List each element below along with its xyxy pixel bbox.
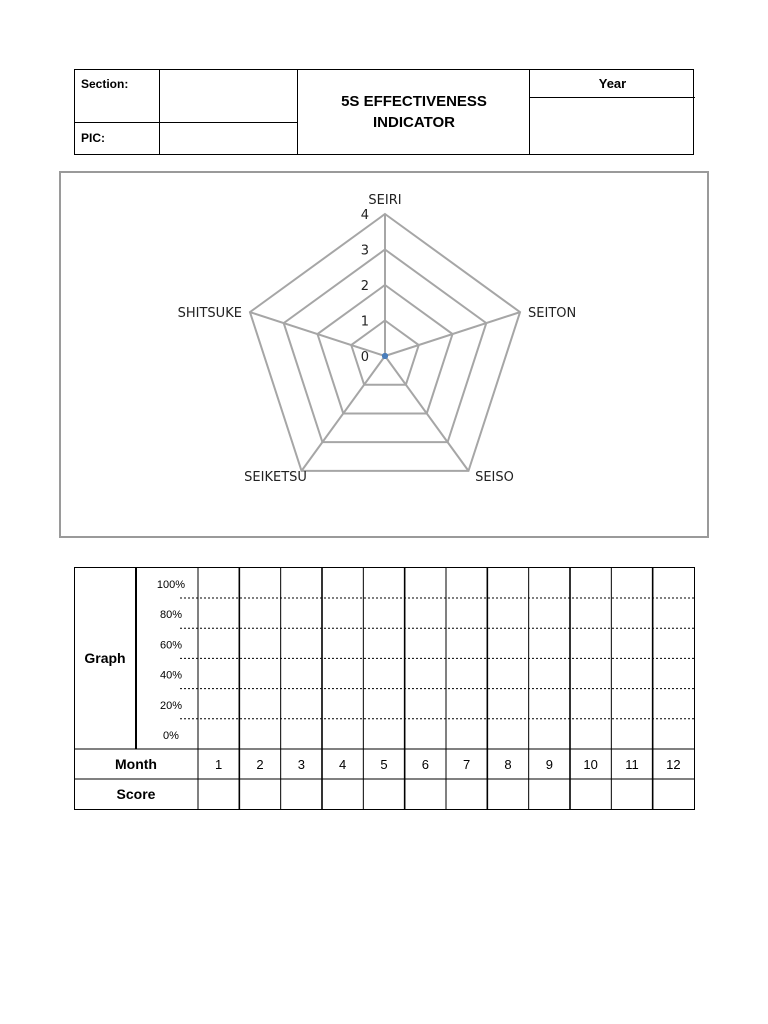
pct-label: 80% xyxy=(159,609,183,622)
radar-data-point xyxy=(382,353,388,359)
score-cell[interactable] xyxy=(282,780,321,808)
month-number: 10 xyxy=(583,757,598,772)
month-number: 3 xyxy=(297,757,305,772)
pic-label: PIC: xyxy=(81,131,105,145)
month-label: Month xyxy=(115,756,157,772)
pct-label: 40% xyxy=(159,669,183,682)
form-header xyxy=(74,69,694,155)
score-cell[interactable] xyxy=(447,780,486,808)
radar-axis-label: SEISO xyxy=(475,469,514,485)
radar-axis-label: SEIKETSU xyxy=(244,469,307,485)
month-number: 1 xyxy=(215,757,223,772)
radar-chart xyxy=(59,171,709,538)
month-number: 12 xyxy=(666,757,681,772)
radar-tick-label: 2 xyxy=(360,279,369,294)
score-cell[interactable] xyxy=(530,780,569,808)
section-label: Section: xyxy=(81,77,129,91)
pct-label: 100% xyxy=(156,579,186,591)
radar-tick-label: 0 xyxy=(360,350,369,365)
radar-tick-label: 1 xyxy=(360,314,369,330)
pct-label: 60% xyxy=(159,639,183,652)
title-line-1: 5S EFFECTIVENESS xyxy=(341,93,487,110)
score-cell[interactable] xyxy=(406,780,445,808)
radar-chart-svg xyxy=(61,173,707,536)
radar-tick-label: 3 xyxy=(360,243,369,259)
month-number: 6 xyxy=(421,757,429,772)
radar-axis-label: SHITSUKE xyxy=(177,306,242,322)
section-field[interactable] xyxy=(160,70,297,122)
score-cell[interactable] xyxy=(571,780,610,808)
score-cell[interactable] xyxy=(199,780,238,808)
radar-tick-label: 4 xyxy=(360,208,369,223)
score-cell[interactable] xyxy=(240,780,279,808)
year-label: Year xyxy=(598,76,627,91)
title-line-2: INDICATOR xyxy=(373,114,455,131)
month-number: 4 xyxy=(339,757,347,772)
pct-label: 0% xyxy=(163,730,179,742)
divider xyxy=(297,70,298,154)
graph-table xyxy=(74,567,695,810)
score-cell[interactable] xyxy=(323,780,362,808)
month-number: 9 xyxy=(545,757,553,772)
page-title xyxy=(299,70,529,154)
score-label: Score xyxy=(116,786,156,802)
pct-label: 20% xyxy=(159,699,183,712)
graph-label: Graph xyxy=(84,650,126,666)
month-number: 2 xyxy=(256,757,264,772)
month-number: 11 xyxy=(625,757,639,772)
score-cell[interactable] xyxy=(612,780,651,808)
radar-axis-label: SEIRI xyxy=(368,193,402,208)
pic-field[interactable] xyxy=(160,123,297,154)
month-number: 7 xyxy=(463,757,471,772)
month-number: 5 xyxy=(380,757,388,772)
score-cell[interactable] xyxy=(364,780,403,808)
year-field[interactable] xyxy=(530,98,695,154)
graph-table-svg xyxy=(74,567,695,810)
score-cell[interactable] xyxy=(654,780,693,808)
month-number: 8 xyxy=(504,757,512,772)
score-cell[interactable] xyxy=(488,780,527,808)
radar-axis-label: SEITON xyxy=(528,306,577,322)
